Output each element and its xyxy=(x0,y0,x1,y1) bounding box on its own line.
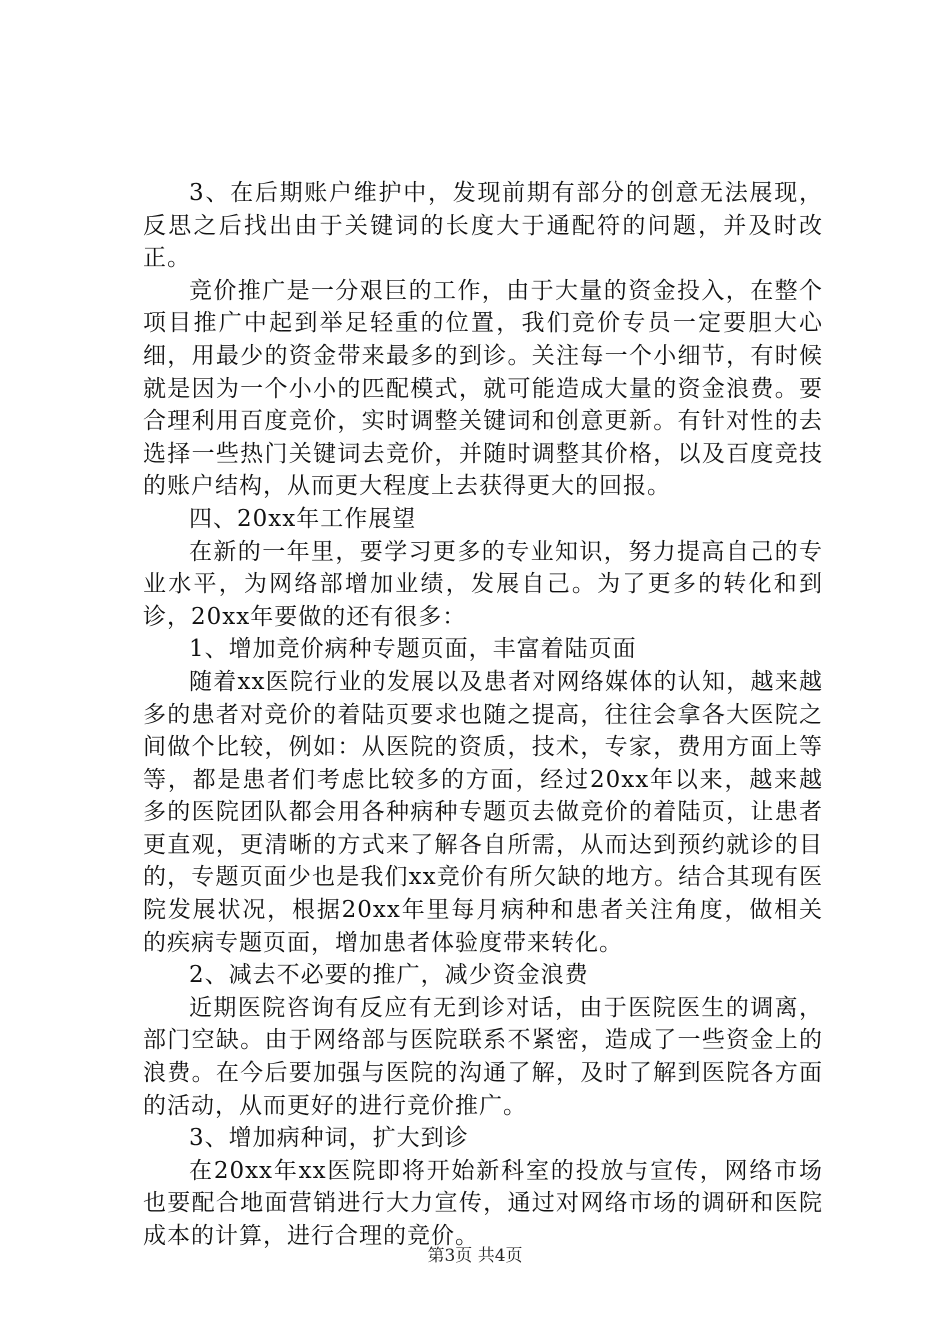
page-number-footer: 第3页 共4页 xyxy=(427,1246,523,1266)
paragraph-2: 竞价推广是一分艰巨的工作，由于大量的资金投入，在整个项目推广中起到举足轻重的位置，我们竞价专员一定要胆大心细，用最少的资金带来最多的到诊。关注每一个小细节，有时候就是因为一个小小的匹配模式，就可能造成大量的资金浪费。要合理利用百度竞价，实时调整关键词和创意更新。有针对性的去选择一些热门关键词去竞价，并随时调整其价格，以及百度竞技的账户结构，从而更大程度上去获得更大的回报。 xyxy=(143,277,823,500)
paragraph-6: 在20xx年xx医院即将开始新科室的投放与宣传，网络市场也要配合地面营销进行大力宣传，通过对网络市场的调研和医院成本的计算，进行合理的竞价。 xyxy=(143,1157,823,1249)
section-heading-4: 四、20xx年工作展望 xyxy=(189,505,417,532)
document-body xyxy=(143,177,823,1253)
subheading-1: 1、增加竞价病种专题页面，丰富着陆页面 xyxy=(189,636,637,663)
paragraph-4: 随着xx医院行业的发展以及患者对网络媒体的认知，越来越多的患者对竞价的着陆页要求也随之提高，往往会拿各大医院之间做个比较，例如：从医院的资质，技术，专家，费用方面上等等，都是患者们考虑比较多的方面，经过20xx年以来，越来越多的医院团队都会用各种病种专题页去做竞价的着陆页，让患者更直观，更清晰的方式来了解各自所需，从而达到预约就诊的目的，专题页面少也是我们xx竞价有所欠缺的地方。结合其现有医院发展状况，根据20xx年里每月病种和患者关注角度，做相关的疾病专题页面，增加患者体验度带来转化。 xyxy=(143,668,823,956)
subheading-3: 3、增加病种词，扩大到诊 xyxy=(189,1125,469,1152)
paragraph-5: 近期医院咨询有反应有无到诊对话，由于医院医生的调离，部门空缺。由于网络部与医院联系不紧密，造成了一些资金上的浪费。在今后要加强与医院的沟通了解，及时了解到医院各方面的活动，从而更好的进行竞价推广。 xyxy=(143,994,823,1119)
paragraph-3: 在新的一年里，要学习更多的专业知识，努力提高自己的专业水平，为网络部增加业绩，发展自己。为了更多的转化和到诊，20xx年要做的还有很多： xyxy=(143,538,823,630)
paragraph-1: 3、在后期账户维护中，发现前期有部分的创意无法展现，反思之后找出由于关键词的长度大于通配符的问题，并及时改正。 xyxy=(143,180,823,272)
subheading-2: 2、减去不必要的推广，减少资金浪费 xyxy=(189,962,589,989)
